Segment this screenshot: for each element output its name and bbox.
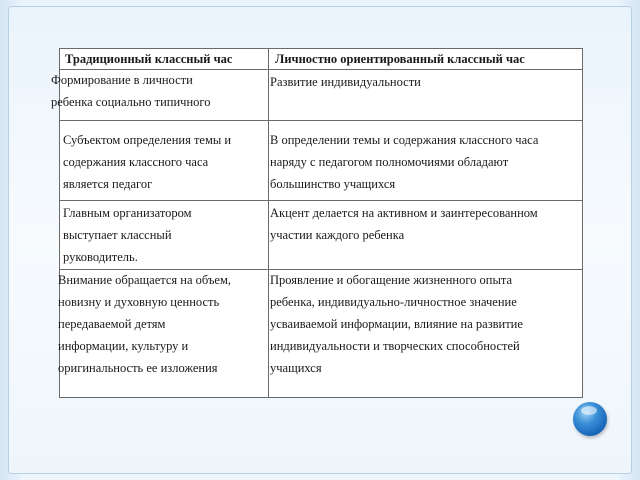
cell-line: В определении темы и содержания классного часа	[270, 133, 539, 147]
cell-line: ребенка социально типичного	[51, 95, 211, 109]
cell-line: является педагог	[63, 177, 153, 191]
cell-line: Формирование в личности	[51, 73, 193, 87]
header-personal: Личностно ориентированный классный час	[275, 52, 525, 66]
cell-line: передаваемой детям	[58, 317, 166, 331]
table-rule-row1	[59, 120, 583, 121]
table-column-divider	[268, 48, 269, 398]
comparison-table	[51, 48, 583, 398]
decorative-orb-icon	[573, 402, 607, 436]
cell-line: учащихся	[270, 361, 322, 375]
row1-right-cell	[270, 71, 421, 93]
cell-line: Субъектом определения темы и	[63, 133, 232, 147]
cell-line: усваиваемой информации, влияние на развитие	[270, 317, 523, 331]
row4-right-cell	[270, 269, 523, 379]
row3-right-cell	[270, 202, 538, 246]
cell-line: индивидуальности и творческих способностей	[270, 339, 520, 353]
cell-line: Развитие индивидуальности	[270, 75, 421, 89]
cell-line: Внимание обращается на объем,	[58, 273, 232, 287]
row2-right-cell	[270, 129, 538, 195]
cell-line: Акцент делается на активном и заинтересованном	[270, 206, 538, 220]
cell-line: информации, культуру и	[58, 339, 189, 353]
cell-line: участии каждого ребенка	[270, 228, 405, 242]
row1-left-cell	[51, 69, 210, 113]
cell-line: большинство учащихся	[270, 177, 396, 191]
cell-line: новизну и духовную ценность	[58, 295, 220, 309]
cell-line: оригинальность ее изложения	[58, 361, 218, 375]
cell-line: Главным организатором	[63, 206, 192, 220]
cell-line: наряду с педагогом полномочиями обладают	[270, 155, 509, 169]
row4-left-cell	[58, 269, 231, 379]
header-traditional: Традиционный классный час	[65, 52, 233, 66]
cell-line: ребенка, индивидуально-личностное значение	[270, 295, 517, 309]
row2-left-cell	[63, 129, 231, 195]
cell-line: выступает классный	[63, 228, 172, 242]
cell-line: руководитель.	[63, 250, 138, 264]
row3-left-cell	[63, 202, 192, 268]
cell-line: Проявление и обогащение жизненного опыта	[270, 273, 513, 287]
cell-line: содержания классного часа	[63, 155, 209, 169]
table-border-bottom	[59, 397, 583, 398]
table-border-right	[582, 48, 583, 398]
table-rule-row2	[59, 200, 583, 201]
